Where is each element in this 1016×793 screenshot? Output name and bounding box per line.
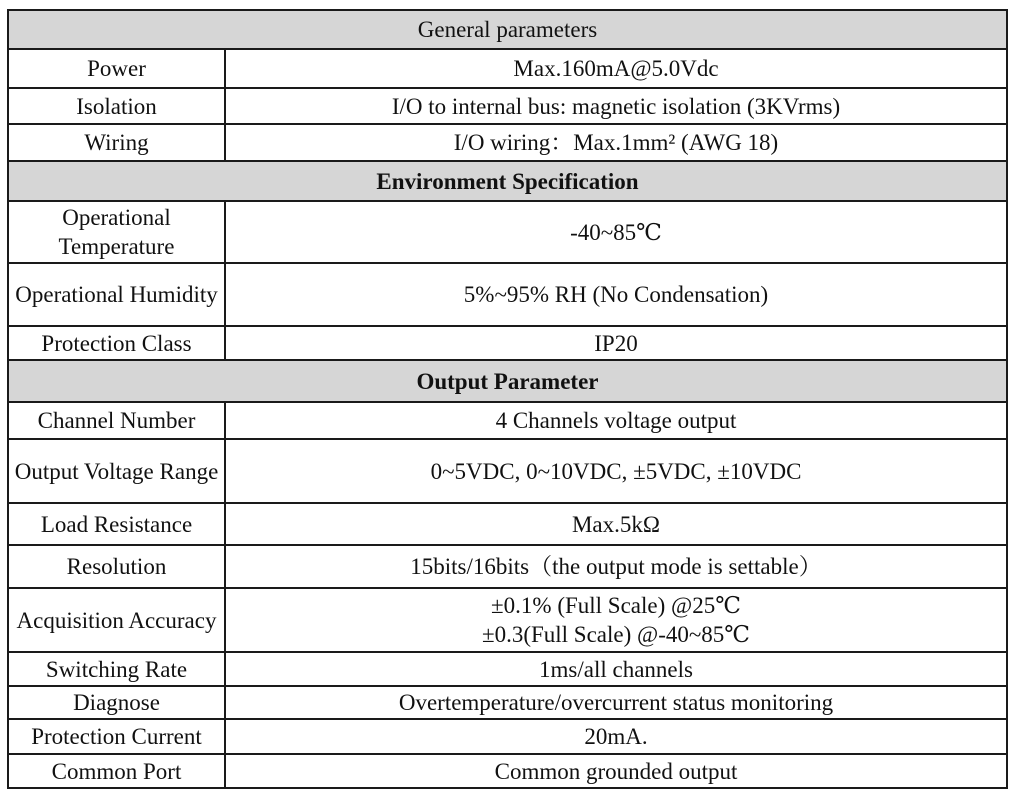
- table-row: [8, 652, 1007, 686]
- row-value: IP20: [225, 326, 1007, 360]
- section-title: Environment Specification: [8, 161, 1007, 201]
- row-value: Overtemperature/overcurrent status monitoring: [225, 686, 1007, 719]
- row-label: Acquisition Accuracy: [8, 588, 225, 652]
- row-value: 15bits/16bits（the output mode is settable）: [225, 545, 1007, 588]
- section-title: General parameters: [8, 10, 1007, 49]
- row-label: Channel Number: [8, 402, 225, 439]
- table-row: [8, 263, 1007, 326]
- row-label: Isolation: [8, 88, 225, 124]
- row-label: Common Port: [8, 754, 225, 788]
- row-label: Power: [8, 49, 225, 88]
- value-line: ±0.1% (Full Scale) @25℃: [491, 593, 741, 618]
- row-value: Max.160mA@5.0Vdc: [225, 49, 1007, 88]
- row-label: Diagnose: [8, 686, 225, 719]
- row-label: Protection Current: [8, 719, 225, 754]
- row-value: 1ms/all channels: [225, 652, 1007, 686]
- table-row: [8, 124, 1007, 161]
- section-title: Output Parameter: [8, 360, 1007, 402]
- row-label: Switching Rate: [8, 652, 225, 686]
- row-label: Load Resistance: [8, 503, 225, 545]
- row-label: Wiring: [8, 124, 225, 161]
- row-value: [225, 588, 1007, 652]
- table-row: [8, 754, 1007, 788]
- row-value: Max.5kΩ: [225, 503, 1007, 545]
- table-row: [8, 49, 1007, 88]
- row-label: Output Voltage Range: [8, 439, 225, 503]
- section-header-general: [8, 10, 1007, 49]
- specification-table: [7, 9, 1008, 789]
- row-label: Resolution: [8, 545, 225, 588]
- table-row: [8, 545, 1007, 588]
- table-row: [8, 439, 1007, 503]
- row-value: 4 Channels voltage output: [225, 402, 1007, 439]
- table-row: [8, 326, 1007, 360]
- row-label: Operational Humidity: [8, 263, 225, 326]
- table-row: [8, 503, 1007, 545]
- row-value: Common grounded output: [225, 754, 1007, 788]
- row-value: I/O to internal bus: magnetic isolation (3KVrms): [225, 88, 1007, 124]
- value-line: ±0.3(Full Scale) @-40~85℃: [481, 622, 751, 647]
- row-value: I/O wiring：Max.1mm² (AWG 18): [225, 124, 1007, 161]
- row-label: Operational Temperature: [8, 201, 225, 263]
- row-label: Protection Class: [8, 326, 225, 360]
- row-value: 5%~95% RH (No Condensation): [225, 263, 1007, 326]
- section-header-output: [8, 360, 1007, 402]
- table-row: [8, 588, 1007, 652]
- row-value: -40~85℃: [225, 201, 1007, 263]
- table-row: [8, 719, 1007, 754]
- table-row: [8, 402, 1007, 439]
- row-value: 20mA.: [225, 719, 1007, 754]
- row-value: 0~5VDC, 0~10VDC, ±5VDC, ±10VDC: [225, 439, 1007, 503]
- table-row: [8, 686, 1007, 719]
- table-row: [8, 201, 1007, 263]
- table-row: [8, 88, 1007, 124]
- section-header-environment: [8, 161, 1007, 201]
